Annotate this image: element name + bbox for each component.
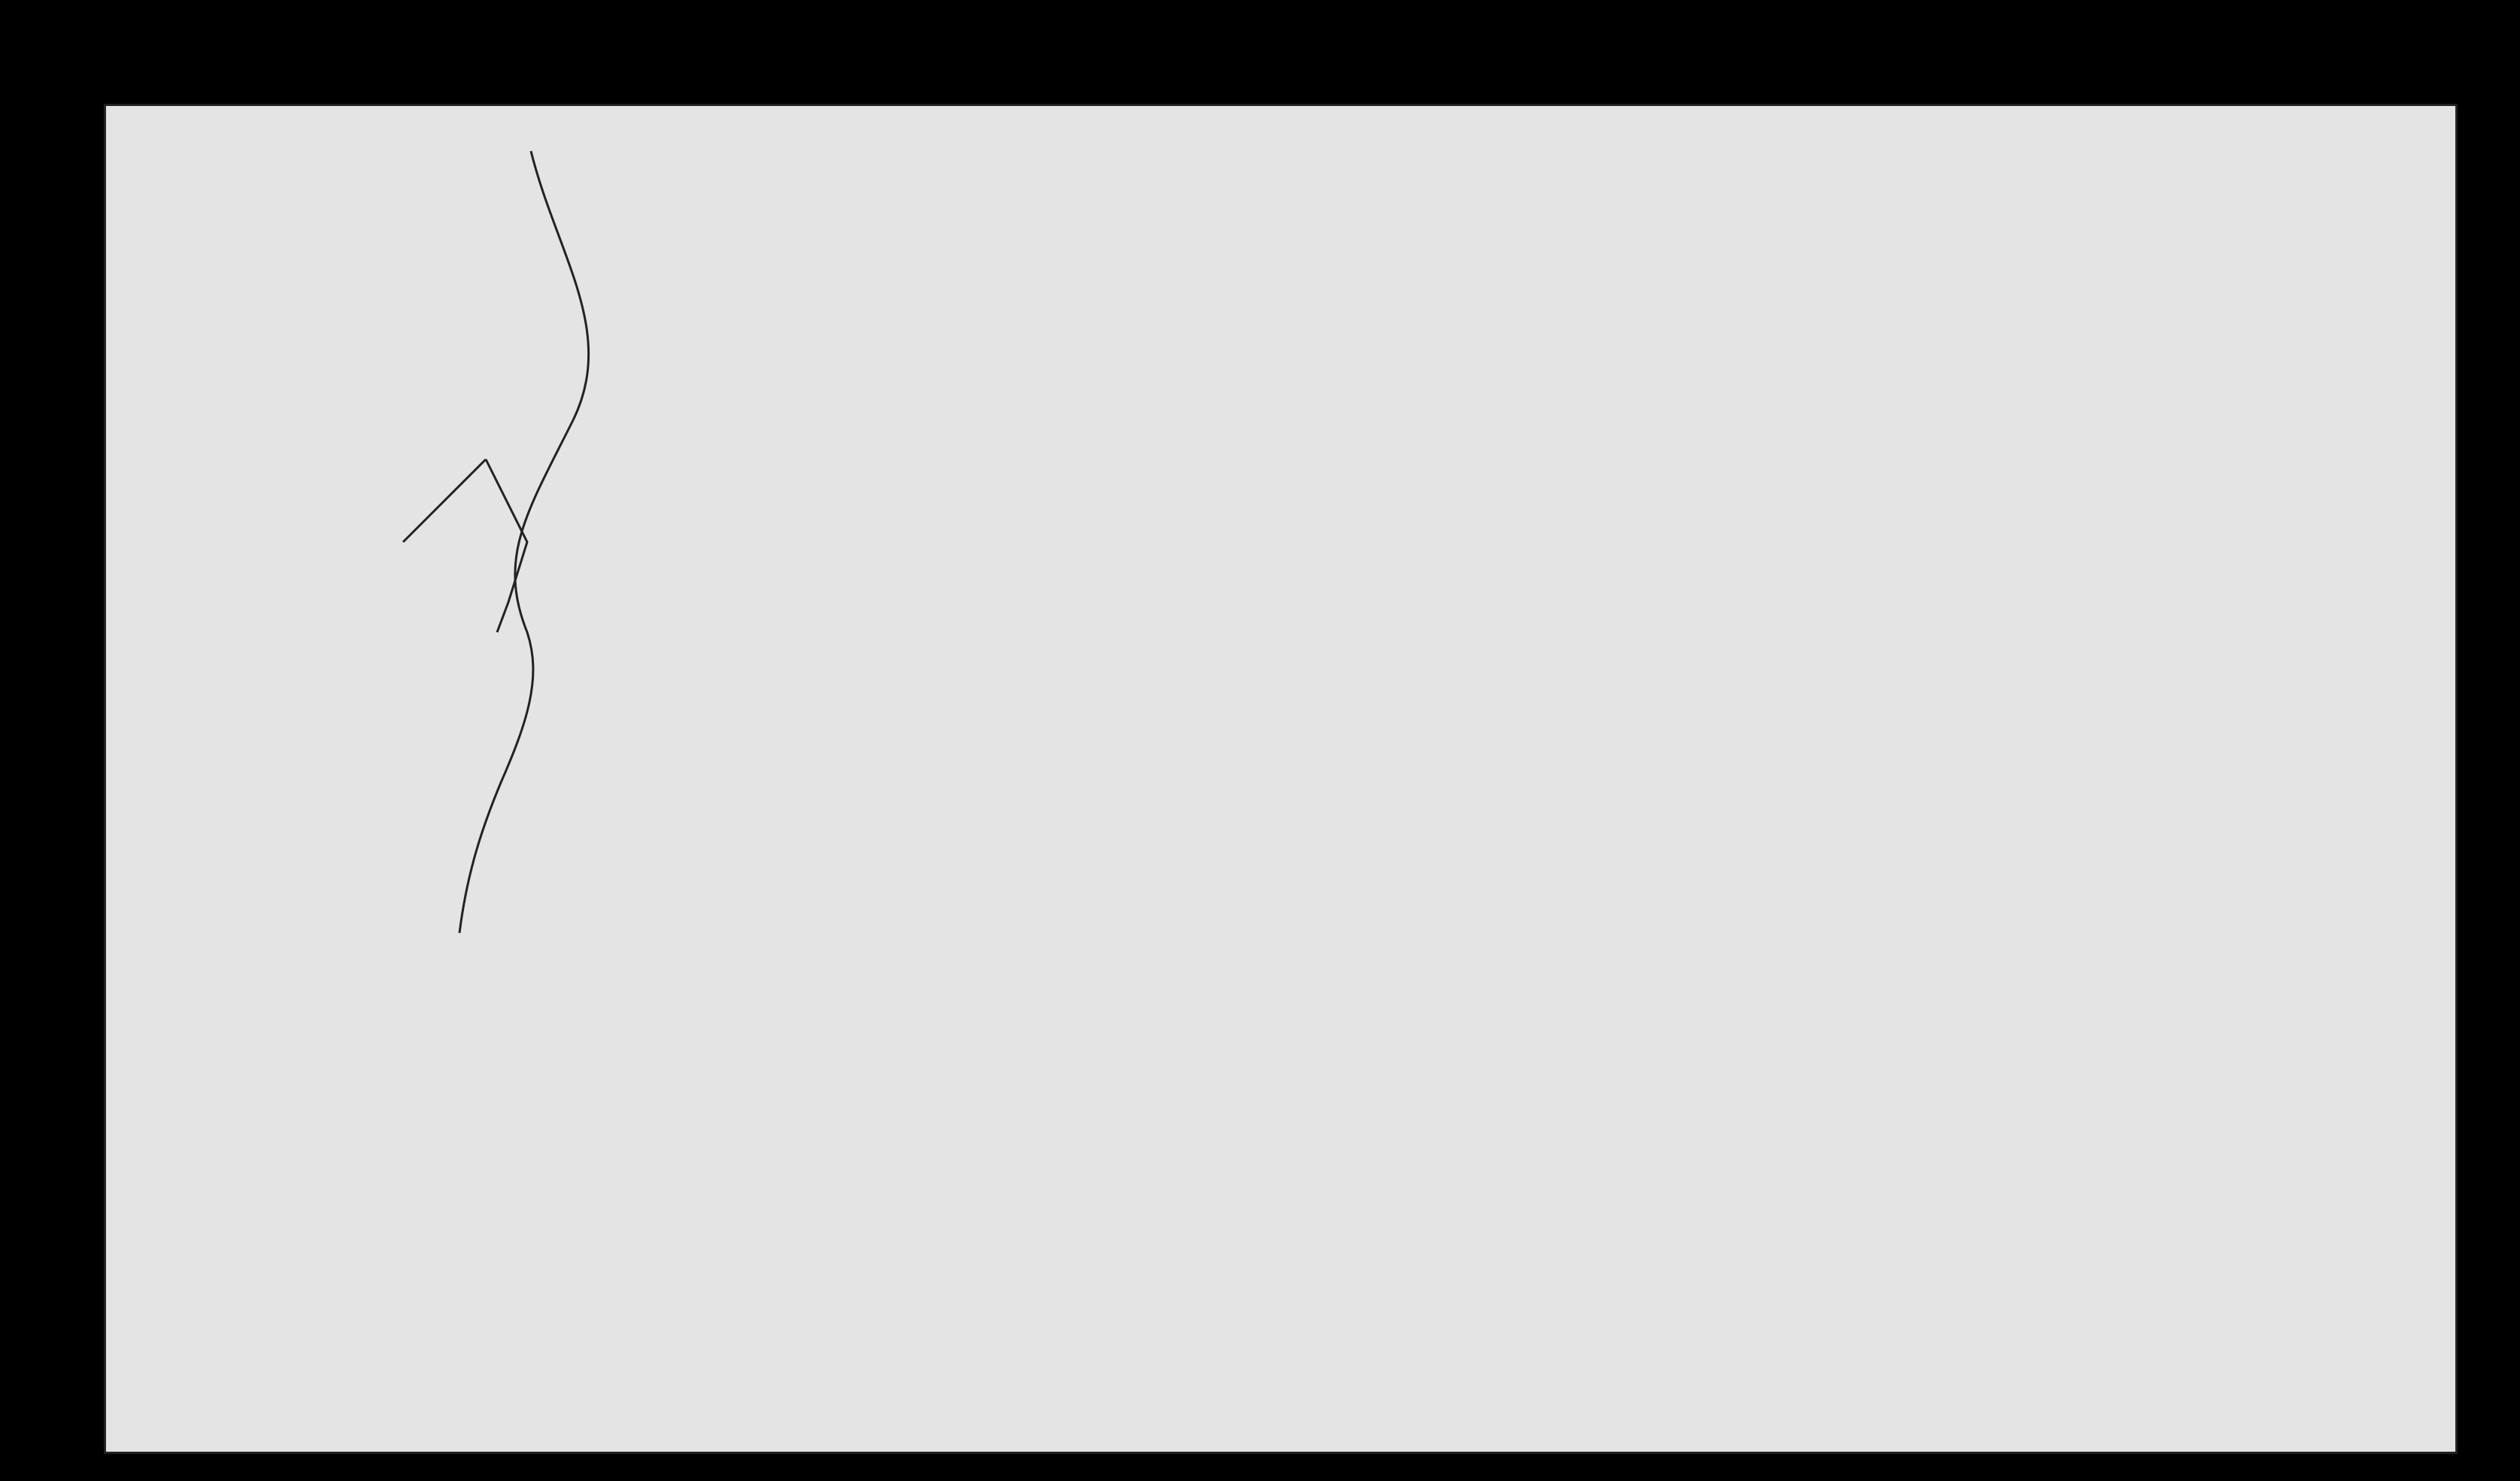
census-card	[104, 104, 2458, 1454]
pencil-stroke	[106, 106, 2455, 1452]
